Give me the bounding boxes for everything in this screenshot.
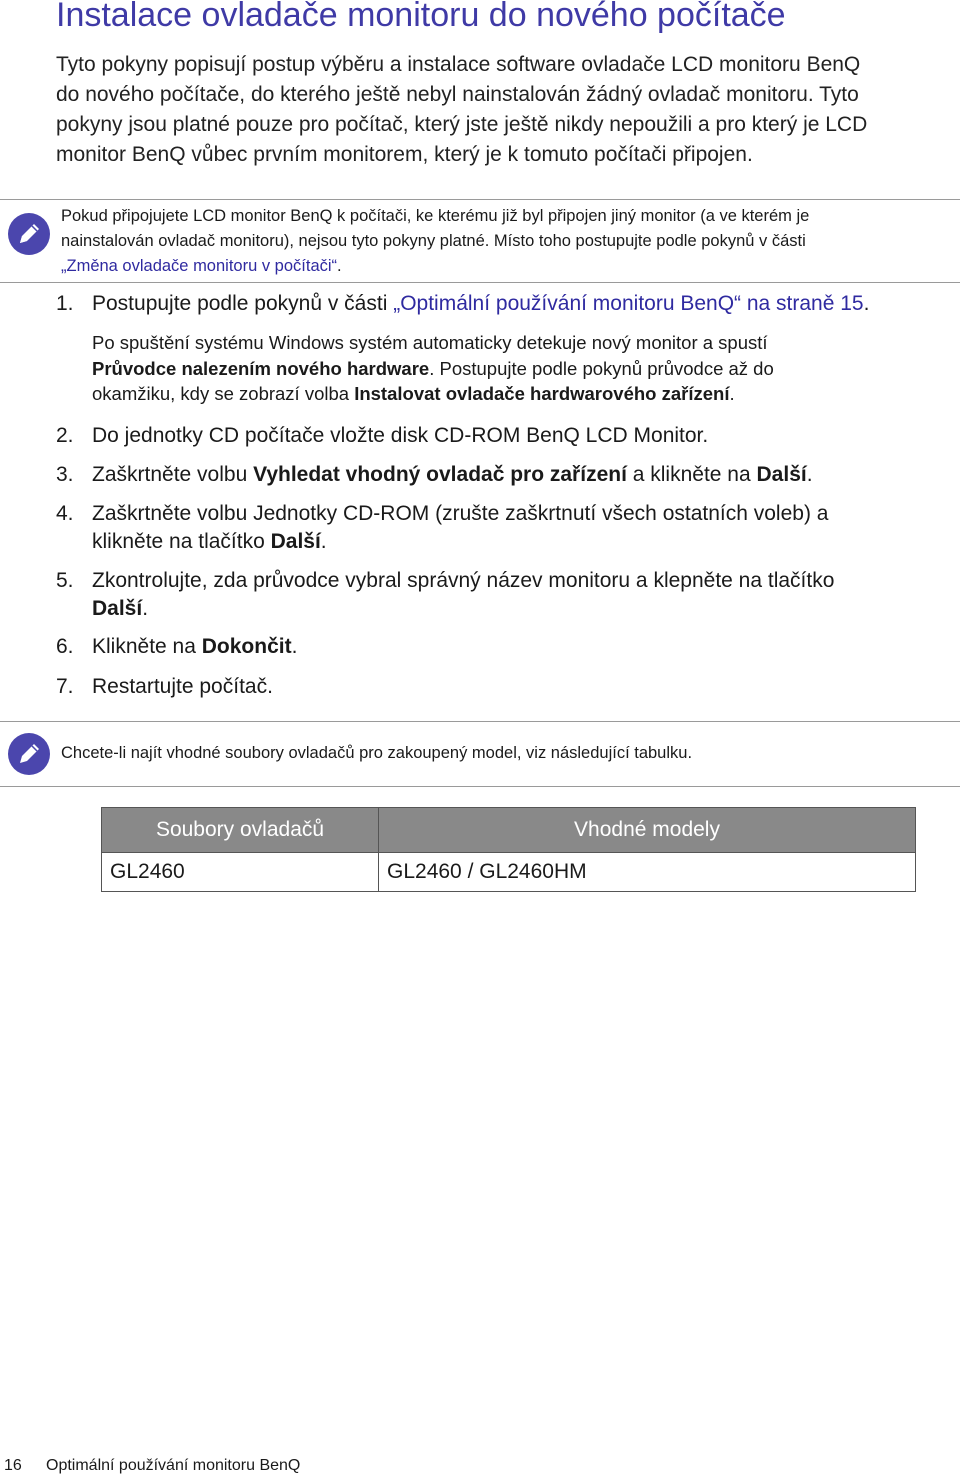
divider (0, 282, 960, 283)
detail-bold: Instalovat ovladače hardwarového zařízení (354, 383, 730, 404)
step-number: 3. (56, 463, 74, 486)
table-header-row (102, 808, 916, 853)
footer-text: Optimální používání monitoru BenQ (46, 1457, 301, 1474)
step-link[interactable]: „Optimální používání monitoru BenQ“ na straně 15 (393, 292, 864, 315)
driver-table (101, 807, 916, 892)
step-text-part: Postupujte podle pokynů v části (92, 292, 394, 315)
intro-line: pokyny jsou platné pouze pro počítač, který jste ještě nikdy nepoužili a pro který je LCD (56, 113, 868, 136)
step-1-detail (92, 330, 774, 407)
step-bold: Další (92, 597, 143, 620)
step-text: Restartujte počítač. (92, 675, 273, 698)
pencil-note-icon (8, 733, 50, 775)
note-line: nainstalován ovladač monitoru), nejsou tyto pokyny platné. Místo toho postupujte podle pokynů v části (61, 232, 806, 250)
step-number: 2. (56, 424, 74, 447)
step-text-part: . (320, 530, 327, 553)
step-6 (56, 633, 956, 661)
page-footer (4, 1457, 300, 1475)
intro-line: Tyto pokyny popisují postup výběru a instalace software ovladače LCD monitoru BenQ (56, 53, 861, 76)
step-text-part: Klikněte na (92, 635, 202, 658)
detail-text: . Postupujte podle pokynů průvodce až do (429, 357, 774, 379)
step-4 (56, 500, 956, 556)
intro-line: do nového počítače, do kterého ještě nebyl nainstalován žádný ovladač monitoru. Tyto (56, 83, 859, 106)
note-text: Chcete-li najít vhodné soubory ovladačů pro zakoupený model, viz následující tabulku. (61, 744, 693, 762)
note-tail: . (337, 257, 342, 275)
column-header: Soubory ovladačů (102, 808, 379, 853)
step-text-part: . (142, 597, 149, 620)
step-text-part: . (291, 635, 298, 658)
step-number: 1. (56, 292, 74, 315)
detail-line: Po spuštění systému Windows systém automaticky detekuje nový monitor a spustí (92, 332, 768, 353)
step-text (92, 595, 148, 623)
note-line (61, 254, 956, 279)
detail-line (92, 381, 774, 407)
note-text (61, 204, 956, 279)
step-bold: Další (756, 463, 807, 486)
step-bold: Vyhledat vhodný ovladač pro zařízení (253, 463, 627, 486)
step-number: 4. (56, 502, 74, 525)
step-3 (56, 461, 956, 489)
step-text (92, 290, 869, 318)
step-text: Zkontrolujte, zda průvodce vybral správný název monitoru a klepněte na tlačítko (92, 569, 835, 592)
note-link[interactable]: „Změna ovladače monitoru v počítači“ (61, 257, 338, 275)
step-1 (56, 290, 956, 318)
intro-paragraph (56, 50, 956, 170)
page-title: Instalace ovladače monitoru do nového počítače (56, 0, 786, 34)
step-text-part: a klikněte na (626, 463, 757, 486)
divider (0, 786, 960, 787)
step-text (92, 633, 297, 661)
table-row (102, 853, 916, 892)
detail-bold: Průvodce nalezením nového hardware (92, 357, 430, 379)
step-text: Do jednotky CD počítače vložte disk CD-ROM BenQ LCD Monitor. (92, 424, 709, 447)
divider (0, 199, 960, 200)
step-number: 7. (56, 675, 74, 698)
step-5 (56, 567, 956, 623)
step-number: 5. (56, 569, 74, 592)
step-bold: Dokončit (201, 635, 292, 658)
step-text-part: Zaškrtněte volbu (92, 463, 254, 486)
step-2 (56, 422, 956, 450)
step-text-part: . (863, 292, 870, 315)
step-text-part: klikněte na tlačítko (92, 530, 271, 553)
detail-line (92, 356, 774, 382)
page-number: 16 (4, 1457, 22, 1474)
table-cell: GL2460 (102, 853, 379, 892)
step-7 (56, 673, 956, 701)
step-text (92, 461, 813, 489)
note-line: Pokud připojujete LCD monitor BenQ k počítači, ke kterému již byl připojen jiný monitor (a ve kterém je (61, 207, 810, 225)
detail-text: okamžiku, kdy se zobrazí volba (92, 383, 355, 404)
detail-text: . (729, 383, 735, 404)
step-text-part: . (806, 463, 813, 486)
column-header: Vhodné modely (379, 808, 916, 853)
step-number: 6. (56, 635, 74, 658)
table-cell: GL2460 / GL2460HM (379, 853, 916, 892)
step-text (92, 528, 327, 556)
intro-line: monitor BenQ vůbec prvním monitorem, který je k tomuto počítači připojen. (56, 143, 753, 166)
step-text: Zaškrtněte volbu Jednotky CD-ROM (zrušte zaškrtnutí všech ostatních voleb) a (92, 502, 829, 525)
pencil-note-icon (8, 213, 50, 255)
divider (0, 721, 960, 722)
step-bold: Další (270, 530, 321, 553)
